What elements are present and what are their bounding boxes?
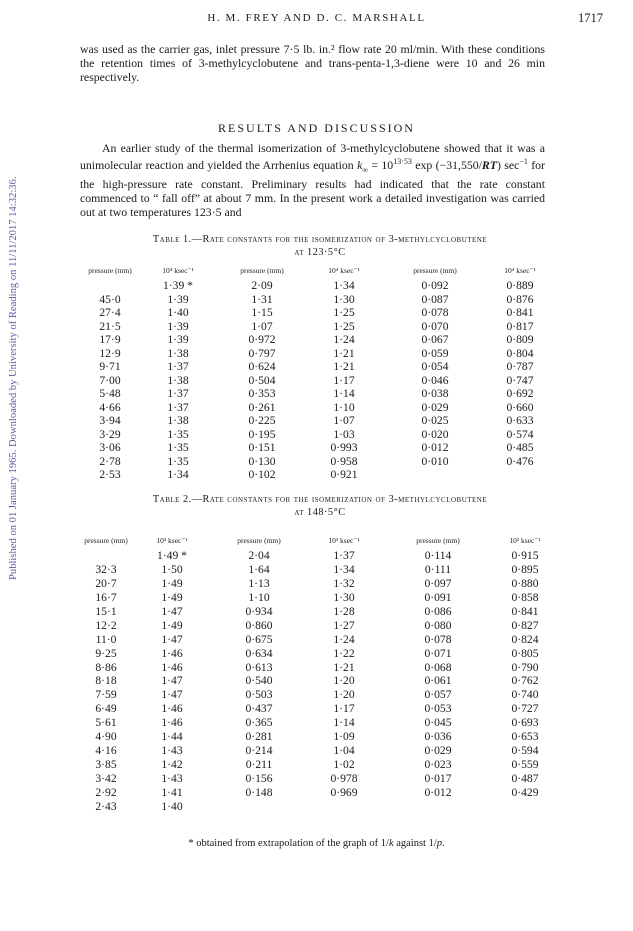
table-cell: 1·14 [333,716,355,730]
table-cell: 2·04 [248,549,270,562]
table-cell: 1·21 [333,360,355,373]
table-cell: 1·40 [167,306,189,319]
table-cell: 1·17 [333,702,355,716]
table-cell: 1·35 [167,427,189,441]
table1-header-rate-1: 10⁴ ksec⁻¹ [162,266,194,275]
table-cell: 2·92 [95,785,117,799]
table-cell: 0·485 [506,441,534,454]
table-cell: 0·634 [245,646,273,660]
table-cell: 0·727 [511,702,539,716]
table-cell: 45·0 [99,292,121,306]
table-cell: 21·5 [99,319,121,333]
table-cell: 0·692 [506,387,534,400]
table-cell: 0·061 [424,674,452,688]
table-cell: 1·41 [161,785,183,799]
table-cell: 0·969 [330,785,358,799]
table-cell: 5·48 [99,387,121,400]
table-cell: 0·068 [424,660,452,674]
sec-exponent: −1 [519,157,528,166]
table-cell: 1·20 [333,688,355,702]
table-cell: 0·740 [511,688,539,702]
table-cell: 0·281 [245,730,273,744]
table-cell: 1·31 [251,292,273,306]
table-cell: 0·080 [424,618,452,632]
table-cell: 17·9 [99,333,121,346]
table-cell: 1·39 * [163,279,193,292]
table2-header-rate-3: 10³ ksec⁻¹ [509,536,541,545]
table-cell: 7·59 [95,688,117,702]
table2-header-pressure-2: pressure (mm) [237,536,281,545]
table-cell: 1·10 [248,590,270,604]
intro-paragraph [80,42,545,84]
table1-caption [60,233,580,259]
table-cell: 0·070 [421,319,449,333]
table-cell: 1·49 [161,618,183,632]
table-cell: 3·42 [95,772,117,785]
table-cell: 1·39 [167,319,189,333]
table-cell: 1·34 [333,562,355,576]
table-cell: 1·04 [333,744,355,758]
table-cell: 0·017 [424,772,452,785]
table-cell: 0·078 [424,632,452,646]
table-cell: 1·14 [333,387,355,400]
table-cell: 0·429 [511,785,539,799]
table-cell: 0·476 [506,454,534,468]
table-cell: 0·054 [421,360,449,373]
table-cell: 0·437 [245,702,273,716]
table-cell: 1·47 [161,674,183,688]
table-cell: 0·934 [245,604,273,618]
running-header [0,12,633,28]
table-cell: 0·804 [506,346,534,360]
table-cell: 0·660 [506,400,534,414]
table1-col-rate-2 [314,279,374,482]
table-cell: 1·32 [333,576,355,590]
table-cell: 1·21 [333,346,355,360]
table-cell: 0·860 [245,618,273,632]
table-cell: 3·94 [99,414,121,427]
section-title: RESULTS AND DISCUSSION [218,121,415,135]
table-cell: 0·594 [511,744,539,758]
table-cell: 0·012 [424,785,452,799]
table-cell: 0·747 [506,373,534,387]
table-cell: 0·858 [511,590,539,604]
table-cell: 2·09 [251,279,273,292]
table-cell: 1·24 [333,333,355,346]
footnote-p: p [436,838,443,849]
table2-title: —Rate constants for the isomerization of 3-methylcyclobutene [191,494,488,505]
table-cell: 0·540 [245,674,273,688]
table-cell [76,549,136,563]
table-cell: 1·38 [167,414,189,427]
table-cell: 1·39 [167,333,189,346]
table-cell: 2·78 [99,454,121,468]
table-cell: 0·225 [248,414,276,427]
table-cell: 1·28 [333,604,355,618]
table-cell: 7·00 [99,373,121,387]
table-cell: 0·827 [511,618,539,632]
table-cell: 3·85 [95,758,117,772]
table-cell: 0·045 [424,716,452,730]
table-cell: 4·90 [95,730,117,744]
table-cell: 0·762 [511,674,539,688]
table-cell: 4·66 [99,400,121,414]
footnote-k: k [388,838,394,849]
table-cell: 0·876 [506,292,534,306]
table-cell: 1·37 [167,400,189,414]
table-cell: 1·38 [167,373,189,387]
table-cell: 0·993 [330,441,358,454]
intro-paragraph-text: was used as the carrier gas, inlet pressure 7·5 lb. in.² flow rate 20 ml/min. With these conditions the retention times of 3-methylcyclobutene and trans-penta-1,3-diene were 10 and 26 min respectively. [80,42,545,84]
table-cell: 1·20 [333,674,355,688]
table-cell: 1·49 [161,576,183,590]
table-cell: 0·087 [421,292,449,306]
table2-subtitle: at 148·5°C [294,507,346,518]
table-cell: 3·29 [99,427,121,441]
table-cell [80,279,140,293]
table-cell: 0·880 [511,576,539,590]
table-cell: 1·46 [161,646,183,660]
table-cell: 3·06 [99,441,121,454]
table-cell: 0·504 [248,373,276,387]
table-cell: 0·809 [506,333,534,346]
download-note-text: Published on 01 January 1965. Downloaded by University of Reading on 11/11/2017 14:32:36. [8,176,19,580]
table-cell: 0·675 [245,632,273,646]
table-cell: 8·86 [95,660,117,674]
table2-col-rate-1 [142,549,202,814]
table-cell: 0·972 [248,333,276,346]
table-cell: 4·16 [95,744,117,758]
table-cell: 0·353 [248,387,276,400]
table1-col-pressure-2 [232,279,292,482]
table-cell: 0·261 [248,400,276,414]
table1-header-pressure-3: pressure (mm) [413,266,457,275]
table-cell: 0·046 [421,373,449,387]
results-paragraph [80,141,545,219]
table2-header-pressure-3: pressure (mm) [416,536,460,545]
table-cell: 0·053 [424,702,452,716]
table-cell: 1·10 [333,400,355,414]
table-cell: 0·097 [424,576,452,590]
table-cell: 1·42 [161,758,183,772]
table-cell: 0·151 [248,441,276,454]
table2-label: Table 2. [152,494,192,505]
table1-col-pressure-1 [80,279,140,482]
table-cell: 2·53 [99,468,121,481]
table-cell: 0·790 [511,660,539,674]
table-cell: 0·091 [424,590,452,604]
table-cell: 1·22 [333,646,355,660]
table-cell: 1·15 [251,306,273,319]
table-cell: 1·50 [161,562,183,576]
table-cell: 1·39 [167,292,189,306]
table-cell: 0·613 [245,660,273,674]
k-symbol: k [357,157,363,172]
table-cell: 0·078 [421,306,449,319]
table1-header-rate-3: 10⁴ ksec⁻¹ [504,266,536,275]
table-cell: 0·624 [248,360,276,373]
table-cell: 0·841 [511,604,539,618]
table-cell: 0·029 [421,400,449,414]
table-cell: 5·61 [95,716,117,730]
table-cell: 1·46 [161,702,183,716]
table-cell: 1·44 [161,730,183,744]
table2-col-pressure-2 [229,549,289,800]
k-subscript: ∞ [362,165,369,175]
table2-col-pressure-1 [76,549,136,814]
table-cell: 0·693 [511,716,539,730]
table-cell: 0·111 [424,562,452,576]
table-cell: 0·029 [424,744,452,758]
table-cell: 0·156 [245,772,273,785]
table-cell: 0·895 [511,562,539,576]
table-cell: 9·25 [95,646,117,660]
table-cell: 0·787 [506,360,534,373]
table1-col-rate-1 [148,279,208,482]
table-cell: 2·43 [95,799,117,813]
table-cell: 9·71 [99,360,121,373]
table-cell: 0·057 [424,688,452,702]
table-cell: 0·805 [511,646,539,660]
table-cell: 8·18 [95,674,117,688]
table-cell: 15·1 [95,604,117,618]
table2-col-pressure-3 [408,549,468,800]
table-cell: 0·038 [421,387,449,400]
table-cell: 1·64 [248,562,270,576]
table-cell: 0·012 [421,441,449,454]
table-cell: 1·35 [167,441,189,454]
table-cell: 1·43 [161,772,183,785]
table-cell: 0·978 [330,772,358,785]
table-cell: 1·40 [161,799,183,813]
table-cell: 1·35 [167,454,189,468]
table-cell: 0·148 [245,785,273,799]
table-cell: 1·47 [161,632,183,646]
table-cell: 1·02 [333,758,355,772]
table2-header-pressure-1: pressure (mm) [84,536,128,545]
table1-header-pressure-1: pressure (mm) [88,266,132,275]
table-cell: 0·010 [421,454,449,468]
table1-header-rate-2: 10⁴ ksec⁻¹ [328,266,360,275]
table-cell: 0·633 [506,414,534,427]
table-cell: 1·21 [333,660,355,674]
table-cell: 20·7 [95,576,117,590]
table1-col-pressure-3 [405,279,465,468]
table-cell: 1·37 [167,387,189,400]
table1-title: —Rate constants for the isomerization of 3-methylcyclobutene [191,234,488,245]
table-cell: 1·07 [333,414,355,427]
table-cell: 1·13 [248,576,270,590]
table2-col-rate-2 [314,549,374,800]
table-cell: 1·34 [333,279,355,292]
table-cell: 1·27 [333,618,355,632]
table-cell: 1·25 [333,319,355,333]
table-cell: 0·092 [421,279,449,292]
table1-label: Table 1. [152,234,192,245]
table-cell: 1·03 [333,427,355,441]
table2-header-rate-2: 10³ ksec⁻¹ [328,536,360,545]
table-cell: 12·9 [99,346,121,360]
table-cell: 0·114 [424,549,452,562]
table-cell: 0·574 [506,427,534,441]
exponent: 13·53 [393,157,412,166]
table1-subtitle: at 123·5°C [294,247,346,258]
table2-col-rate-3 [495,549,555,800]
results-paragraph-text: An earlier study of the thermal isomerization of 3-methylcyclobutene showed that it was a unimolecular reaction and yielded the Arrhenius equation $k_\infty = 10^{13\cdot 53}$ exp (−31,550/RT) $\sec^{-1}$ for the high-pressure rate constant. Preliminary results had indicated that the rate constant commenced to “ fall off” at about 7 mm. In the present work a detailed investigation was carried out at two temperatures 123·5 and [80,141,545,220]
table-cell: 11·0 [95,632,117,646]
table-cell: 0·025 [421,414,449,427]
table-cell: 0·841 [506,306,534,319]
table1-col-rate-3 [490,279,550,468]
table-cell: 0·824 [511,632,539,646]
table-cell: 1·25 [333,306,355,319]
table-cell: 0·889 [506,279,534,292]
table-cell: 0·059 [421,346,449,360]
table-cell: 0·797 [248,346,276,360]
table-cell: 1·37 [333,549,355,562]
table-cell: 1·30 [333,590,355,604]
table-cell: 0·559 [511,758,539,772]
table-cell: 1·46 [161,716,183,730]
table-cell: 0·365 [245,716,273,730]
table-cell: 1·38 [167,346,189,360]
table-cell: 1·47 [161,688,183,702]
table-cell: 0·130 [248,454,276,468]
table-cell: 0·653 [511,730,539,744]
table-cell: 1·17 [333,373,355,387]
table-cell: 1·49 * [157,549,187,562]
table-cell: 0·958 [330,454,358,468]
table-cell: 6·49 [95,702,117,716]
table-cell: 1·49 [161,590,183,604]
table-cell: 1·09 [333,730,355,744]
table-cell: 1·43 [161,744,183,758]
download-watermark [8,150,28,580]
table-cell: 0·487 [511,772,539,785]
table2-caption [60,493,580,519]
table-cell: 1·46 [161,660,183,674]
table-cell: 0·102 [248,468,276,481]
table-cell: 0·195 [248,427,276,441]
table-cell: 0·067 [421,333,449,346]
table1-header-pressure-2: pressure (mm) [240,266,284,275]
table-cell: 0·503 [245,688,273,702]
table-cell: 0·915 [511,549,539,562]
table-cell: 0·086 [424,604,452,618]
table-cell: 1·07 [251,319,273,333]
table2-header-rate-1: 10³ ksec⁻¹ [156,536,188,545]
rt-symbol: RT [481,157,497,172]
table-cell: 0·214 [245,744,273,758]
table-cell: 16·7 [95,590,117,604]
table-cell: 0·921 [330,468,358,481]
table-footnote: * obtained from extrapolation of the graph of 1/k against 1/p. [188,838,445,849]
table-cell: 1·37 [167,360,189,373]
table-cell: 1·30 [333,292,355,306]
table-cell: 32·3 [95,562,117,576]
table-cell: 0·211 [245,758,273,772]
table-cell: 1·47 [161,604,183,618]
table-cell: 1·34 [167,468,189,481]
table-cell: 0·023 [424,758,452,772]
table-cell: 0·036 [424,730,452,744]
table-cell: 0·071 [424,646,452,660]
table-cell: 0·817 [506,319,534,333]
table-cell: 27·4 [99,306,121,319]
table-cell: 1·24 [333,632,355,646]
header-page-number: 1717 [578,11,603,25]
table-cell: 0·020 [421,427,449,441]
table-cell: 12·2 [95,618,117,632]
header-authors: H. M. FREY AND D. C. MARSHALL [207,12,426,24]
